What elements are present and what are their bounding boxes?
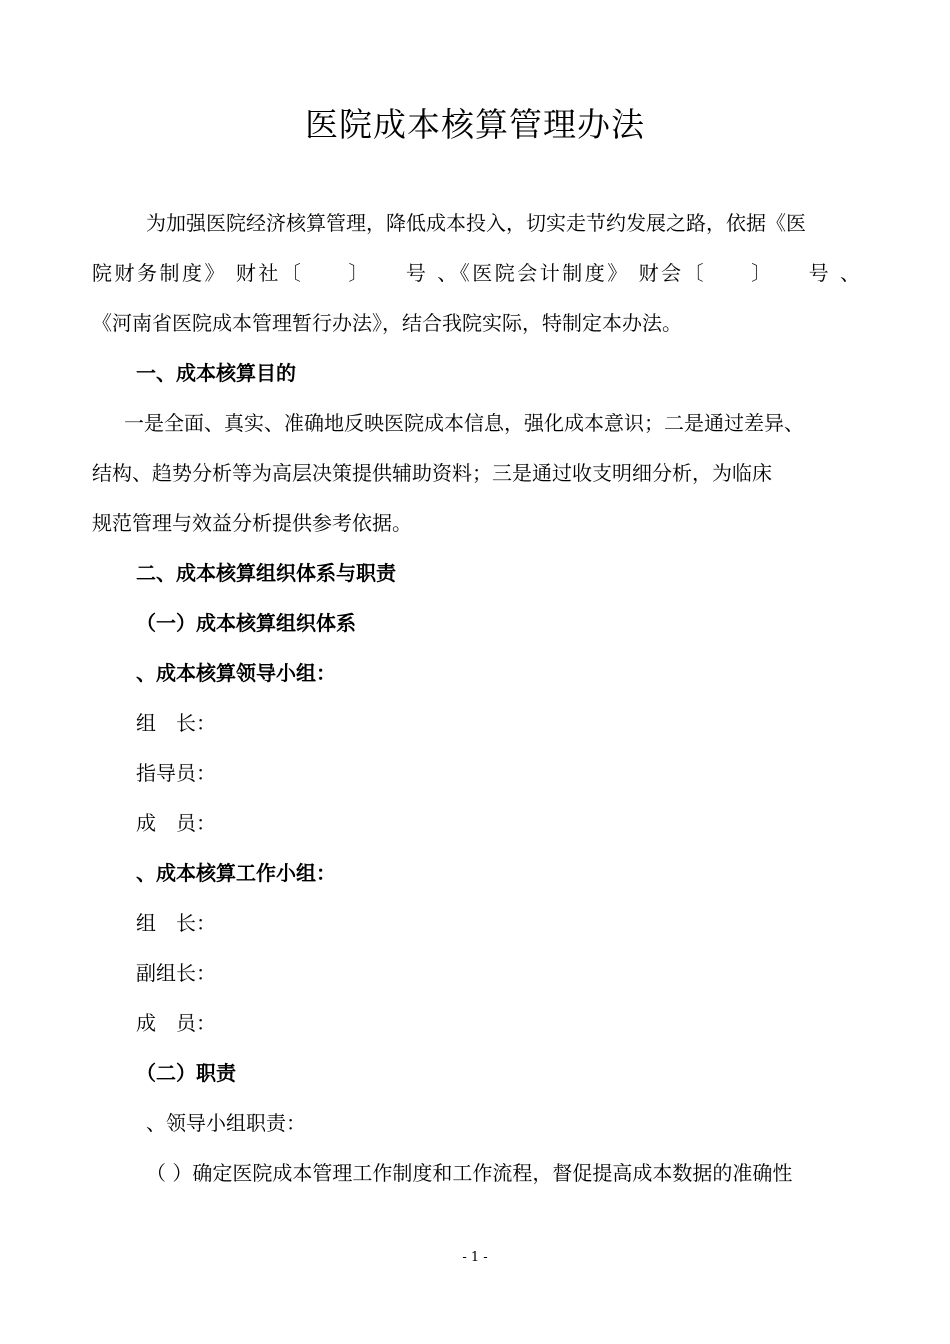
document-title: 医院成本核算管理办法 bbox=[305, 105, 645, 144]
section-2-heading: 二、成本核算组织体系与职责 bbox=[136, 561, 396, 585]
intro-line-2: 院财务制度》 财社〔 〕 号 、《医院会计制度》 财会〔 〕 号 、 bbox=[92, 261, 860, 285]
intro-line-1: 为加强医院经济核算管理，降低成本投入，切实走节约发展之路，依据《医 bbox=[146, 211, 806, 235]
intro-line-3: 《河南省医院成本管理暂行办法》，结合我院实际，特制定本办法。 bbox=[92, 311, 682, 335]
leadership-duty-item-1: （ ）确定医院成本管理工作制度和工作流程，督促提高成本数据的准确性 bbox=[146, 1161, 793, 1185]
section-1-line-2: 结构、趋势分析等为高层决策提供辅助资料；三是通过收支明细分析，为临床 bbox=[92, 461, 772, 485]
subsection-org-heading: （一）成本核算组织体系 bbox=[136, 611, 356, 635]
section-1-line-3: 规范管理与效益分析提供参考依据。 bbox=[92, 511, 412, 535]
leadership-group-heading: 、成本核算领导小组： bbox=[136, 661, 336, 685]
leadership-members-label: 成 员： bbox=[136, 811, 216, 835]
section-1-line-1: 一是全面、真实、准确地反映医院成本信息，强化成本意识；二是通过差异、 bbox=[124, 411, 804, 435]
working-group-heading: 、成本核算工作小组： bbox=[136, 861, 336, 885]
leadership-leader-label: 组 长： bbox=[136, 711, 216, 735]
page-number: - 1 - bbox=[462, 1250, 488, 1265]
section-1-heading: 一、成本核算目的 bbox=[136, 361, 296, 385]
working-deputy-label: 副组长： bbox=[136, 961, 216, 985]
subsection-duties-heading: （二）职责 bbox=[136, 1061, 236, 1085]
working-members-label: 成 员： bbox=[136, 1011, 216, 1035]
leadership-duties-heading: 、领导小组职责： bbox=[146, 1111, 306, 1135]
working-leader-label: 组 长： bbox=[136, 911, 216, 935]
leadership-advisor-label: 指导员： bbox=[136, 761, 216, 785]
